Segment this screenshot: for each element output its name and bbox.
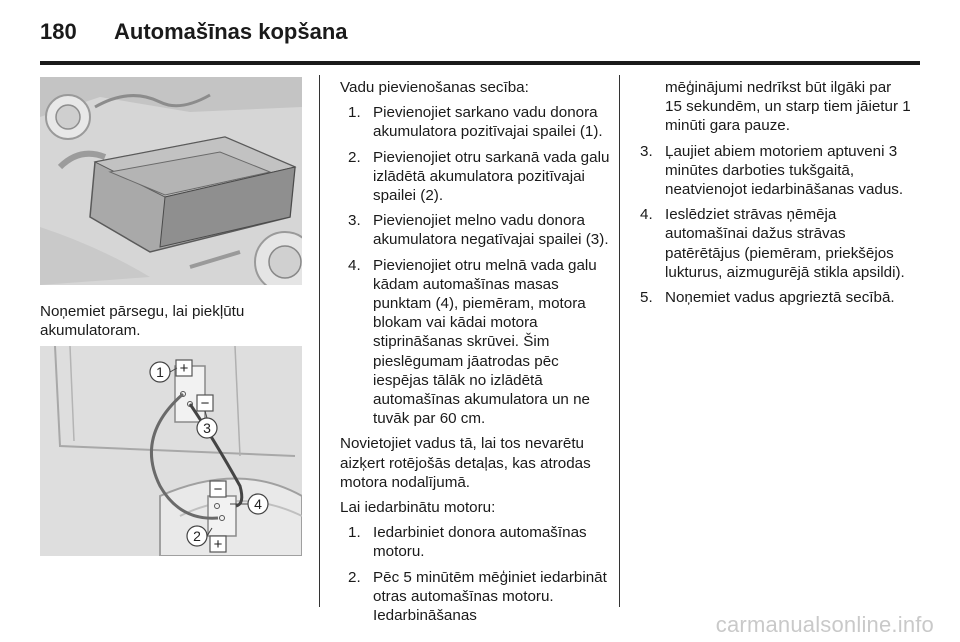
start-steps: [340, 523, 612, 625]
step-number: 5.: [640, 289, 653, 307]
list-item: [640, 142, 912, 200]
step-number: 1.: [348, 104, 361, 122]
step-number: 4.: [348, 256, 361, 274]
step-number: 3.: [348, 212, 361, 230]
page-header: [40, 14, 920, 50]
plus-symbol: +: [213, 536, 223, 553]
callout-4: 4: [254, 496, 262, 512]
engine-steps: [640, 142, 912, 308]
middle-column: [340, 78, 612, 631]
step-number: 2.: [348, 148, 361, 166]
step-number: 4.: [640, 206, 653, 224]
connection-intro: Vadu pievienošanas secība:: [340, 79, 529, 96]
minus-symbol: −: [213, 481, 223, 498]
list-item: [348, 523, 612, 561]
list-item: [348, 211, 612, 249]
step-text: Iedarbiniet donora automašīnas motoru.: [373, 524, 587, 561]
step-text: Ļaujiet abiem motoriem aptuveni 3 minūtes darboties tukšgaitā, neatvienojot iedarbināšanas vadus.: [665, 142, 904, 199]
step-text: Pievienojiet otru melnā vada galu kādam automašīnas masas punktam (4), piemēram, motora blokam vai kādai motora stiprināšanas skrūvei. Šim pieslēgumam jāatrodas pēc iespējas tālāk no izlādētā automašīnas akumulatora un ne tuvāk par 60 cm.: [373, 256, 597, 428]
header-rule: [40, 61, 920, 65]
column-divider: [319, 75, 320, 607]
battery-cover-illustration: [40, 77, 302, 285]
step-text: Pēc 5 minūtēm mēģiniet iedarbināt otras automašīnas motoru. Iedarbināšanas: [373, 568, 607, 625]
step-text: Pievienojiet sarkano vadu donora akumulatora pozitīvajai spailei (1).: [373, 104, 603, 141]
callout-2: 2: [193, 528, 201, 544]
list-item: [348, 256, 612, 429]
jump-start-diagram: [40, 346, 302, 556]
chapter-title: Automašīnas kopšana: [114, 19, 348, 44]
list-item: [348, 103, 612, 141]
connection-steps: [340, 103, 612, 428]
step-number: 1.: [348, 524, 361, 542]
start-intro: Lai iedarbinātu motoru:: [340, 499, 496, 517]
callout-3: 3: [203, 420, 211, 436]
right-column: [640, 78, 912, 313]
step-text: Pievienojiet otru sarkanā vada galu izlādētā akumulatora pozitīvajai spailei (2).: [373, 148, 610, 205]
continuation-text: mēģinājumi nedrīkst būt ilgāki par 15 sekundēm, un starp tiem jāietur 1 minūti gara pauze.: [665, 79, 911, 135]
minus-symbol: −: [200, 395, 210, 412]
list-item: [640, 205, 912, 282]
list-item: [348, 568, 612, 626]
plus-symbol: +: [179, 360, 189, 377]
list-item: [640, 288, 912, 307]
routing-note: Novietojiet vadus tā, lai tos nevarētu aizķert rotējošās detaļas, kas atrodas motora nodalījumā.: [340, 435, 591, 491]
watermark: carmanualsonline.info: [715, 612, 934, 637]
page-number: 180: [40, 19, 77, 44]
step-number: 3.: [640, 142, 653, 160]
column-divider: [619, 75, 620, 607]
step-text: Ieslēdziet strāvas ņēmēja automašīnai dažus strāvas patērētājus (piemēram, priekšējos lukturus, aizmugurējā stikla apsildi).: [665, 206, 905, 281]
step-text: Pievienojiet melno vadu donora akumulatora negatīvajai spailei (3).: [373, 212, 609, 249]
step-text: Noņemiet vadus apgrieztā secībā.: [665, 289, 895, 307]
step-number: 2.: [348, 568, 361, 586]
callout-1: 1: [156, 364, 164, 380]
list-item: [348, 148, 612, 206]
figure-caption: Noņemiet pārsegu, lai piekļūtu akumulatoram.: [40, 303, 245, 340]
